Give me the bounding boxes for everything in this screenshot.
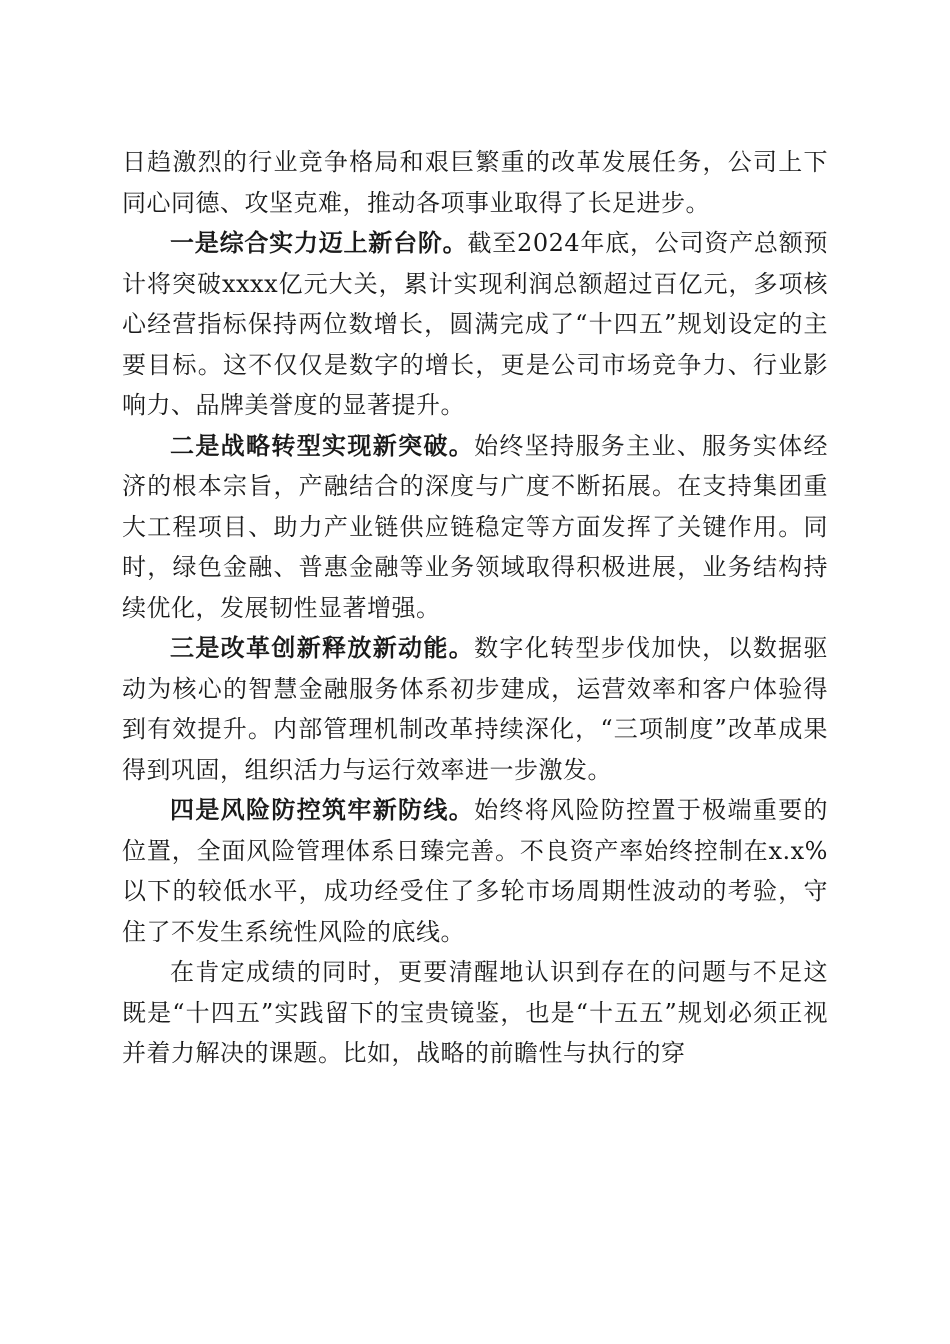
paragraph-lead: 三是改革创新释放新动能。 (170, 633, 475, 662)
paragraph-strategic-transformation (122, 426, 828, 629)
document-body (122, 142, 828, 1074)
paragraph-problems (122, 952, 828, 1074)
paragraph-lead: 一是综合实力迈上新台阶。 (170, 228, 468, 257)
paragraph-text: 在肯定成绩的同时，更要清醒地认识到存在的问题与不足这既是“十四五”实践留下的宝贵镜鉴，也是“十五五”规划必须正视并着力解决的课题。比如，战略的前瞻性与执行的穿 (122, 958, 828, 1067)
paragraph-text: 截至2024年底，公司资产总额预计将突破xxxx亿元大关，累计实现利润总额超过百亿元，多项核心经营指标保持两位数增长，圆满完成了“十四五”规划设定的主要目标。这不仅仅是数字的增长，更是公司市场竞争力、行业影响力、品牌美誉度的显著提升。 (122, 229, 829, 419)
paragraph-text: 始终将风险防控置于极端重要的位置，全面风险管理体系日臻完善。不良资产率始终控制在x.x%以下的较低水平，成功经受住了多轮市场周期性波动的考验，守住了不发生系统性风险的底线。 (122, 796, 829, 946)
paragraph-reform-innovation (122, 628, 828, 790)
paragraph-lead: 四是风险防控筑牢新防线。 (170, 795, 475, 824)
paragraph-text: 始终坚持服务主业、服务实体经济的根本宗旨，产融结合的深度与广度不断拓展。在支持集团重大工程项目、助力产业链供应链稳定等方面发挥了关键作用。同时，绿色金融、普惠金融等业务领域取得积极进展，业务结构持续优化，发展韧性显著增强。 (122, 431, 829, 622)
paragraph-text: 日趋激烈的行业竞争格局和艰巨繁重的改革发展任务，公司上下同心同德、攻坚克难，推动各项事业取得了长足进步。 (122, 148, 828, 217)
paragraph-text: 数字化转型步伐加快，以数据驱动为核心的智慧金融服务体系初步建成，运营效率和客户体验得到有效提升。内部管理机制改革持续深化，“三项制度”改革成果得到巩固，组织活力与运行效率进一步激发。 (122, 634, 829, 784)
paragraph-risk-control (122, 790, 828, 952)
paragraph-comprehensive-strength (122, 223, 828, 426)
paragraph-continuation (122, 142, 828, 223)
paragraph-lead: 二是战略转型实现新突破。 (170, 430, 475, 460)
